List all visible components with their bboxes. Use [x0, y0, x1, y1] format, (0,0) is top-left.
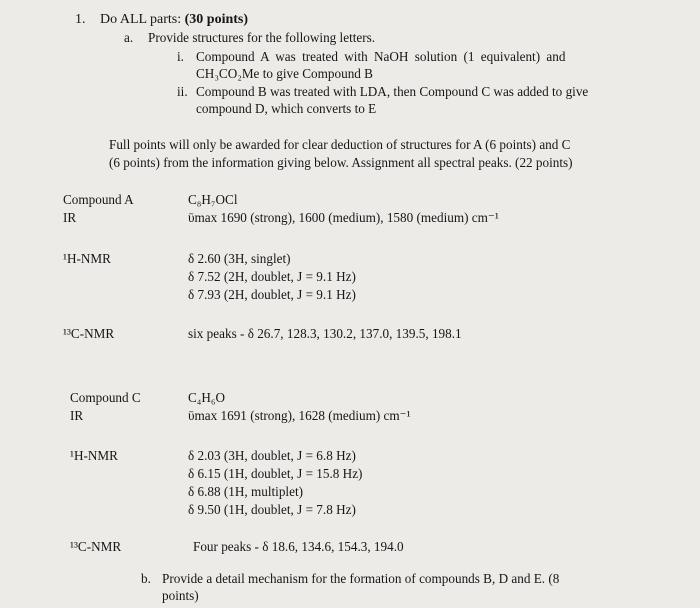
compound-a-formula: C₈H₇OCl	[188, 192, 238, 207]
compound-c-hnmr-peak-2: δ 6.15 (1H, doublet, J = 15.8 Hz)	[188, 466, 363, 481]
compound-c-hnmr-peak-1: δ 2.03 (3H, doublet, J = 6.8 Hz)	[188, 448, 356, 463]
compound-a-hnmr-peak-1: δ 2.60 (3H, singlet)	[188, 251, 291, 266]
compound-c-hnmr-peak-3: δ 6.88 (1H, multiplet)	[188, 484, 303, 499]
compound-c-name: Compound C	[70, 390, 141, 405]
part-a-intro: Provide structures for the following letters.	[148, 30, 376, 45]
question-points: (30 points)	[184, 12, 249, 27]
item-ii-line2: compound D, which converts to E	[196, 101, 377, 116]
item-i-number: i.	[177, 49, 184, 64]
compound-a-ir-value: ῡmax 1690 (strong), 1600 (medium), 1580 (medium) cm⁻¹	[188, 210, 499, 225]
compound-c-ir-value: ῡmax 1691 (strong), 1628 (medium) cm⁻¹	[188, 408, 411, 423]
compound-a-cnmr-value: six peaks - δ 26.7, 128.3, 130.2, 137.0, 139.5, 198.1	[188, 326, 462, 341]
compound-a-hnmr-peak-3: δ 7.93 (2H, doublet, J = 9.1 Hz)	[188, 287, 356, 302]
part-b-label: b.	[141, 571, 151, 586]
compound-c-hnmr-peak-4: δ 9.50 (1H, doublet, J = 7.8 Hz)	[188, 502, 356, 517]
compound-a-name: Compound A	[63, 192, 134, 207]
item-ii-line1: Compound B was treated with LDA, then Compound C was added to give	[196, 84, 589, 99]
part-b-line-1: Provide a detail mechanism for the formation of compounds B, D and E. (8	[162, 571, 560, 586]
item-ii-number: ii.	[177, 84, 188, 99]
question-title-text: Do ALL parts:	[100, 12, 182, 27]
note-line-1: Full points will only be awarded for clear deduction of structures for A (6 points) and C	[109, 137, 571, 152]
compound-a-hnmr-peak-2: δ 7.52 (2H, doublet, J = 9.1 Hz)	[188, 269, 356, 284]
compound-a-cnmr-label: ¹³C-NMR	[63, 326, 115, 341]
item-i-line1: Compound A was treated with NaOH solution (1 equivalent) and	[196, 49, 566, 64]
compound-a-ir-label: IR	[63, 210, 77, 225]
compound-c-cnmr-label: ¹³C-NMR	[70, 539, 122, 554]
part-b-line-2: points)	[162, 588, 199, 603]
compound-c-ir-label: IR	[70, 408, 84, 423]
question-number: 1.	[75, 12, 86, 27]
note-line-2: (6 points) from the information giving below. Assignment all spectral peaks. (22 points)	[109, 155, 573, 170]
compound-a-hnmr-label: ¹H-NMR	[63, 251, 111, 266]
part-a-label: a.	[124, 30, 134, 45]
compound-c-formula: C₄H₆O	[188, 390, 226, 405]
compound-c-cnmr-value: Four peaks - δ 18.6, 134.6, 154.3, 194.0	[193, 539, 404, 554]
question-title	[100, 12, 248, 28]
item-i-line2: CH₃CO₂Me to give Compound B	[196, 66, 373, 81]
compound-c-hnmr-label: ¹H-NMR	[70, 448, 118, 463]
